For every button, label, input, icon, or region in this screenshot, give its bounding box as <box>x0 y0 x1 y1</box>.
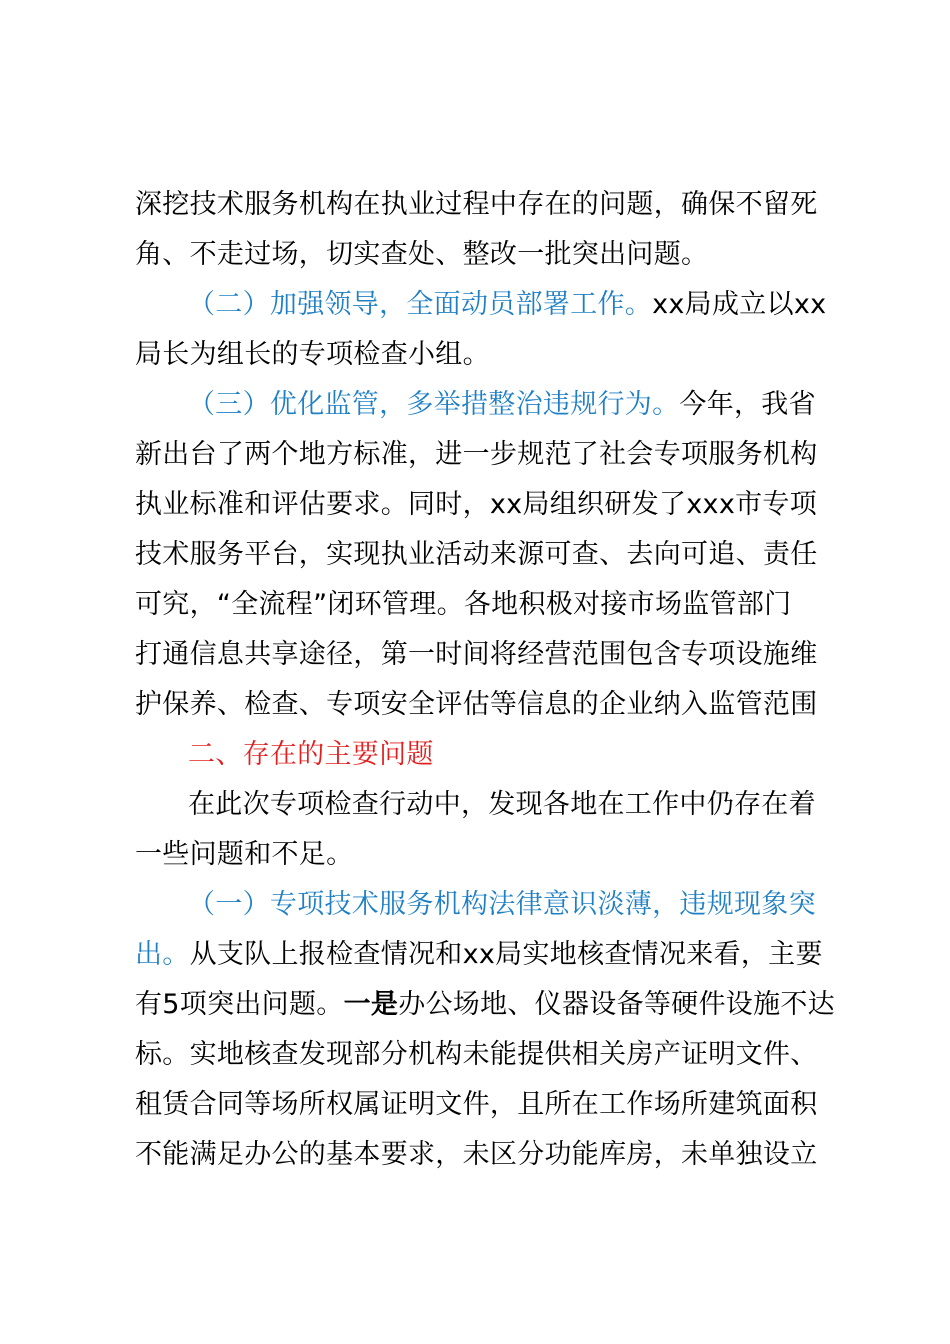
body-text: 打通信息共享途径，第一时间将经营范围包含专项设施维 <box>135 639 818 670</box>
subsection-heading: 出。 <box>135 939 190 970</box>
body-text: 局长为组长的专项检查小组。 <box>135 339 490 370</box>
body-text: 标。实地核查发现部分机构未能提供相关房产证明文件、 <box>135 1039 818 1070</box>
body-text: 不能满足办公的基本要求，未区分功能库房，未单独设立 <box>135 1139 818 1170</box>
body-line <box>135 487 817 523</box>
body-line <box>135 187 818 223</box>
subsection-line <box>188 287 826 323</box>
subsection-heading: （二）加强领导，全面动员部署工作。 <box>188 289 653 320</box>
body-text: 从支队上报检查情况和xx局实地核查情况来看，主要 <box>189 939 823 970</box>
body-line <box>135 687 818 723</box>
section-heading: 二、存在的主要问题 <box>188 739 434 770</box>
body-line <box>135 1087 818 1123</box>
body-text: 一些问题和不足。 <box>135 839 354 870</box>
body-line <box>188 787 816 823</box>
body-text: 有5项突出问题。 <box>135 989 344 1020</box>
body-text: 今年，我省 <box>679 389 816 420</box>
subsection-line <box>135 937 823 973</box>
body-line <box>135 587 791 623</box>
body-line <box>135 987 835 1023</box>
body-text: 护保养、检查、专项安全评估等信息的企业纳入监管范围 <box>135 689 818 720</box>
body-line <box>135 537 818 573</box>
body-text: 新出台了两个地方标准，进一步规范了社会专项服务机构 <box>135 439 818 470</box>
body-text: 技术服务平台，实现执业活动来源可查、去向可追、责任 <box>135 539 818 570</box>
body-text: xx局成立以xx <box>652 289 827 320</box>
section-heading-line <box>188 737 434 773</box>
body-text: 执业标准和评估要求。同时，xx局组织研发了xxx市专项 <box>135 489 817 520</box>
body-text: 租赁合同等场所权属证明文件，且所在工作场所建筑面积 <box>135 1089 818 1120</box>
body-line <box>135 237 708 273</box>
body-line <box>135 1037 818 1073</box>
subsection-heading: （三）优化监管，多举措整治违规行为。 <box>188 389 680 420</box>
body-line <box>135 837 353 873</box>
body-text: 深挖技术服务机构在执业过程中存在的问题，确保不留死 <box>135 189 818 220</box>
body-text: 办公场地、仪器设备等硬件设施不达 <box>398 989 835 1020</box>
subsection-heading: （一）专项技术服务机构法律意识淡薄，违规现象突 <box>188 889 816 920</box>
body-text: 角、不走过场，切实查处、整改一批突出问题。 <box>135 239 709 270</box>
body-line <box>135 1137 818 1173</box>
subsection-line <box>188 887 816 923</box>
body-text: 在此次专项检查行动中，发现各地在工作中仍存在着 <box>188 789 816 820</box>
body-line <box>135 437 818 473</box>
emphasis-text: 一是 <box>343 989 399 1020</box>
body-text: 可究，“全流程”闭环管理。各地积极对接市场监管部门 <box>135 589 792 620</box>
body-line <box>135 637 818 673</box>
body-line <box>135 337 490 373</box>
subsection-line <box>188 387 816 423</box>
